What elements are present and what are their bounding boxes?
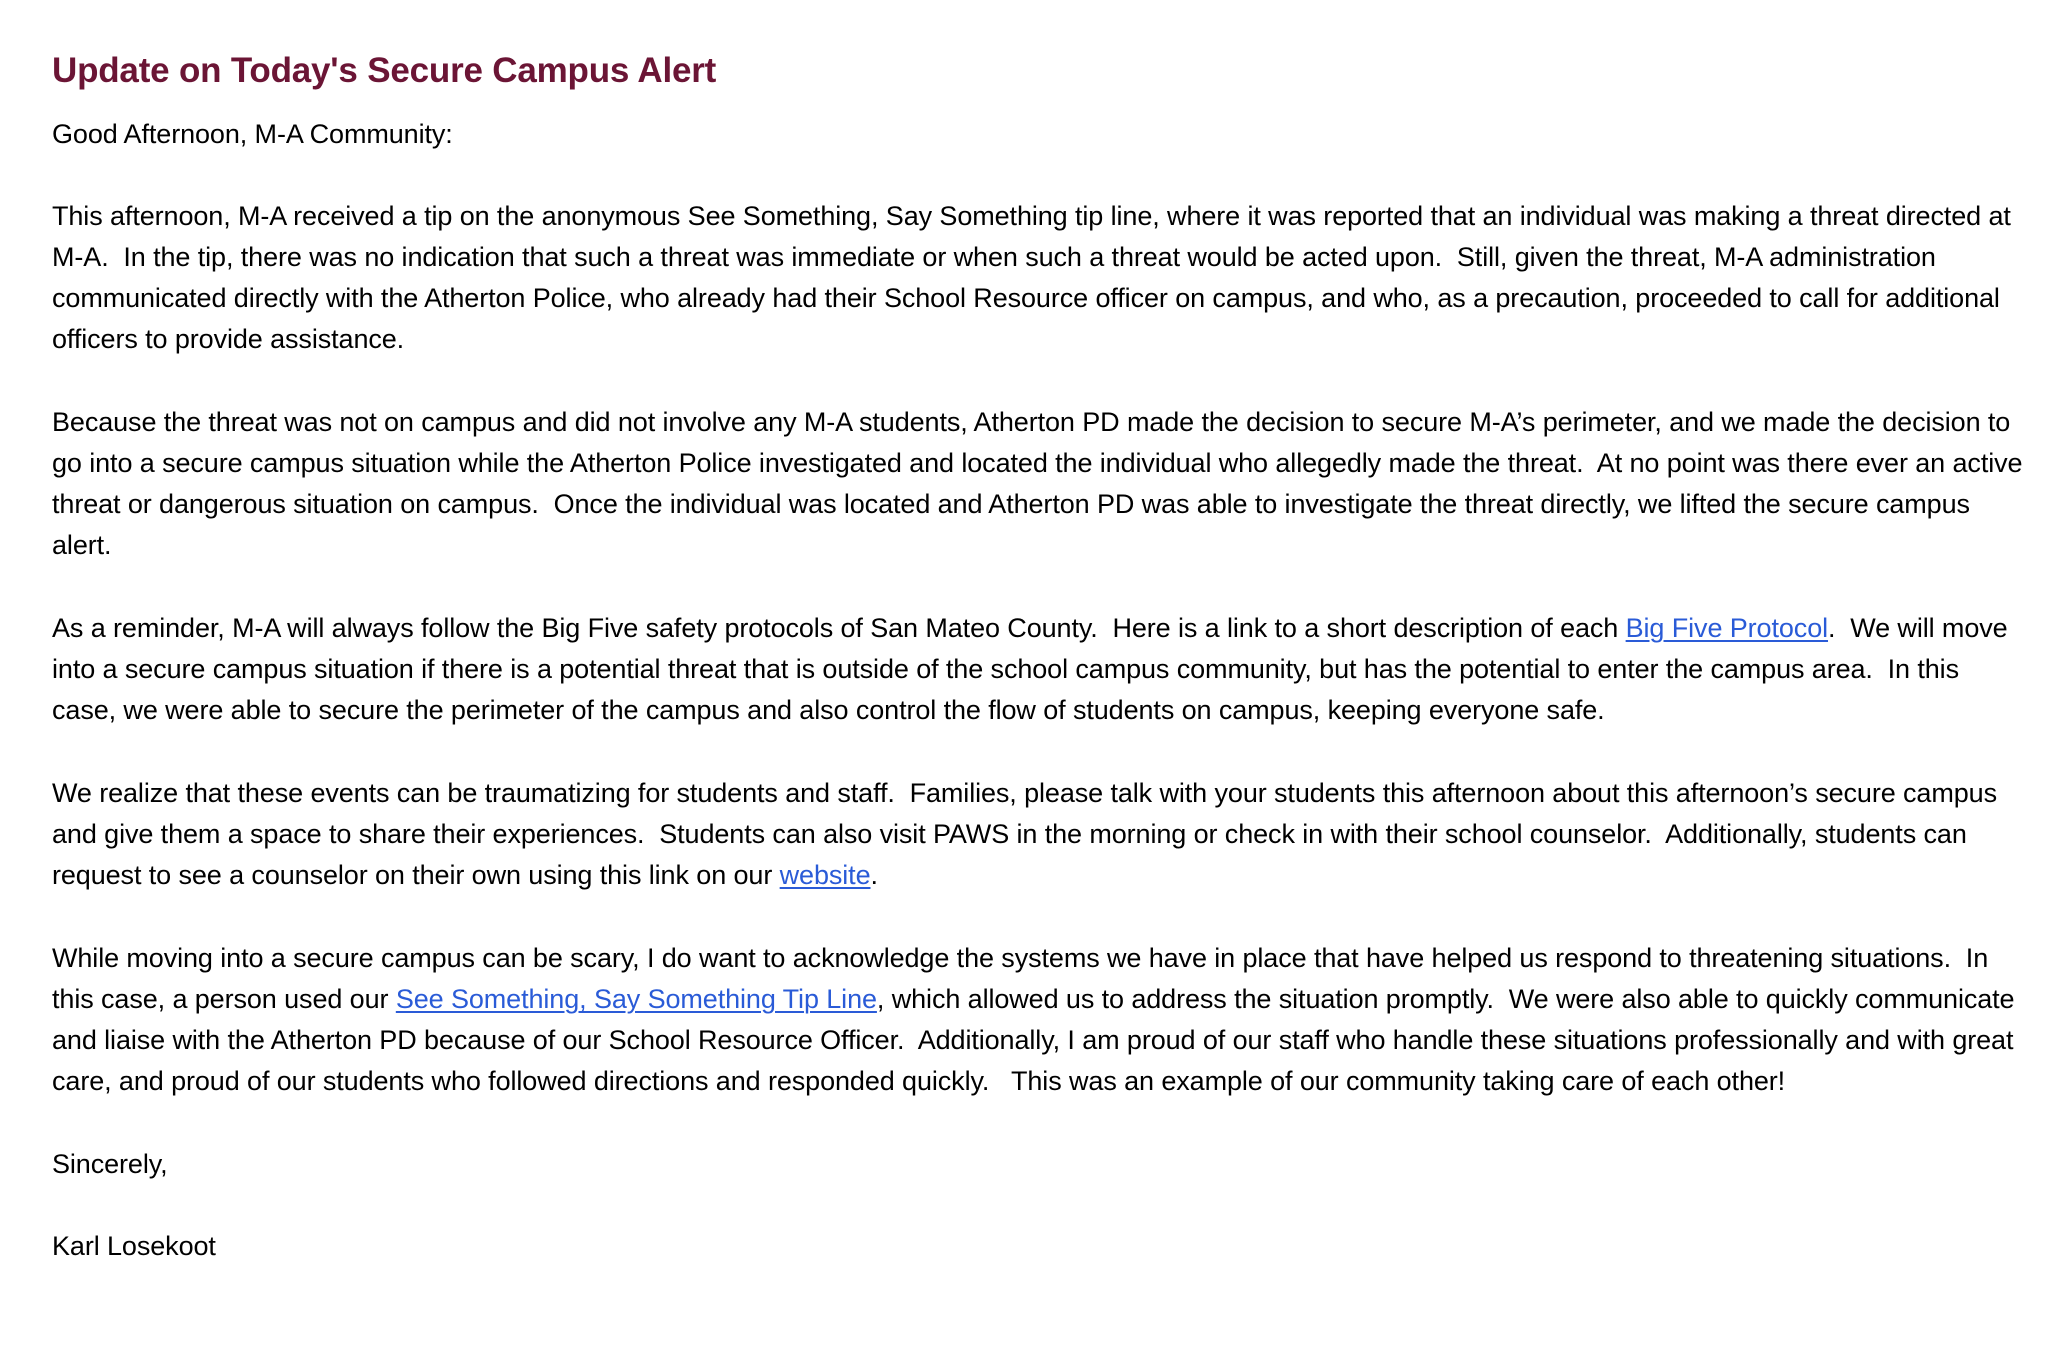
- paragraph-secure-campus-decision: Because the threat was not on campus and did not involve any M-A students, Atherton PD made the decision to secure M-A’s perimeter, and we made the decision to go into a secure campus situation while the Atherton Police investigated and located the individual who allegedly made the threat. At no point was there ever an active threat or dangerous situation on campus. Once the individual was located and Atherton PD was able to investigate the threat directly, we lifted the secure campus alert.: [52, 407, 2023, 560]
- page-title: Update on Today's Secure Campus Alert: [52, 51, 717, 90]
- closing: Sincerely,: [52, 1149, 168, 1179]
- tip-line-link[interactable]: See Something, Say Something Tip Line: [395, 984, 877, 1014]
- paragraph-text: As a reminder, M-A will always follow the Big Five safety protocols of San Mateo County. Here is a link to a short description of each: [52, 613, 1626, 643]
- paragraph-student-support: [52, 773, 2024, 896]
- website-link[interactable]: website: [779, 860, 871, 890]
- paragraph-text: .: [870, 860, 878, 890]
- signature: Karl Losekoot: [52, 1231, 216, 1261]
- paragraph-text: We realize that these events can be traumatizing for students and staff. Families, please talk with your students this afternoon about this afternoon’s secure campus and give them a space to share their experiences. Students can also visit PAWS in the morning or check in with their school counselor. Additionally, students can request to see a counselor on their own using this link on our: [52, 778, 1997, 890]
- paragraph-text: , which allowed us to address the situation promptly. We were also able to quickly communicate and liaise with the Atherton PD because of our School Resource Officer. Additionally, I am proud of our staff who handle these situations professionally and with great care, and proud of our students who followed directions and responded quickly. This was an example of our community taking care of each other!: [52, 984, 2015, 1096]
- paragraph-acknowledgement: [52, 938, 2024, 1102]
- big-five-protocol-link[interactable]: Big Five Protocol: [1625, 613, 1829, 643]
- paragraph-big-five-reminder: [52, 608, 2024, 731]
- greeting: Good Afternoon, M-A Community:: [52, 119, 453, 149]
- paragraph-tip-received: This afternoon, M-A received a tip on the anonymous See Something, Say Something tip line, where it was reported that an individual was making a threat directed at M-A. In the tip, there was no indication that such a threat was immediate or when such a threat would be acted upon. Still, given the threat, M-A administration communicated directly with the Atherton Police, who already had their School Resource officer on campus, and who, as a precaution, proceeded to call for additional officers to provide assistance.: [52, 201, 2011, 354]
- message-body: [52, 46, 2024, 1267]
- paragraph-text: While moving into a secure campus can be scary, I do want to acknowledge the systems we have in place that have helped us respond to threatening situations. In this case, a person used our: [52, 943, 1989, 1014]
- paragraph-text: . We will move into a secure campus situation if there is a potential threat that is outside of the school campus community, but has the potential to enter the campus area. In this case, we were able to secure the perimeter of the campus and also control the flow of students on campus, keeping everyone safe.: [52, 613, 2008, 725]
